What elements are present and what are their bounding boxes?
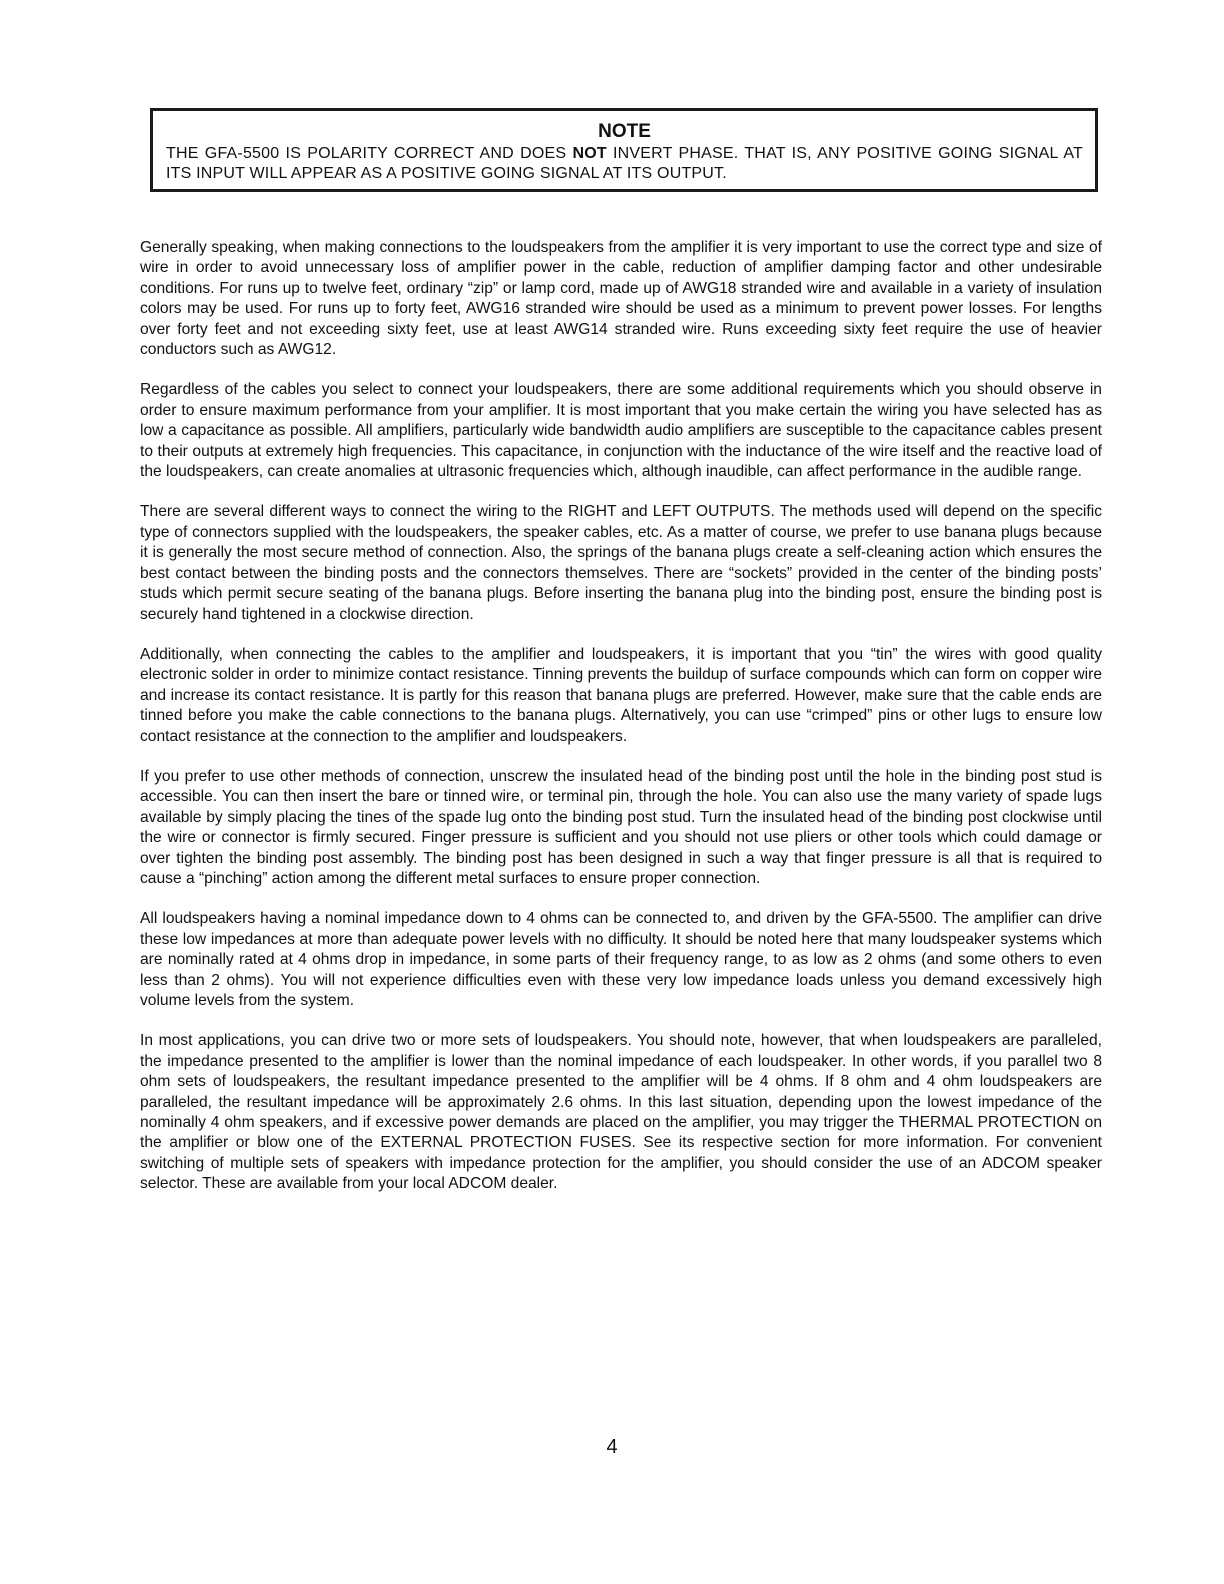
note-text-before: THE GFA-5500 IS POLARITY CORRECT AND DOES [166,145,573,162]
note-text-after: INVERT PHASE. THAT IS, ANY POSITIVE GOING SIGNAL AT ITS INPUT WILL APPEAR AS A POSITIVE GOING SIGNAL AT ITS OUTPUT. [166,145,1083,182]
paragraph-impedance: All loudspeakers having a nominal impedance down to 4 ohms can be connected to, and driven by the GFA-5500. The amplifier can drive these low impedances at more than adequate power levels with no difficulty. It should be noted here that many loudspeaker systems which are nominally rated at 4 ohms drop in impedance, in some parts of their frequency range, to as low as 2 ohms (and some others to even less than 2 ohms). You will not experience difficulties even with these very low impedance loads unless you demand excessively high volume levels from the system. [140,910,1102,1009]
note-title: NOTE [598,121,651,142]
note-text [166,144,1083,184]
note-text-emphasis: NOT [572,145,607,162]
paragraph-wire-gauge: Generally speaking, when making connections to the loudspeakers from the amplifier it is very important to use the correct type and size of wire in order to avoid unnecessary loss of amplifier power in the cable, reduction of amplifier damping factor and other undesirable conditions. For runs up to twelve feet, ordinary “zip” or lamp cord, made up of AWG18 stranded wire and available in a variety of insulation colors may be used. For runs up to forty feet, AWG16 stranded wire should be used as a minimum to prevent power losses. For lengths over forty feet and not exceeding sixty feet, use at least AWG14 stranded wire. Runs exceeding sixty feet require the use of heavier conductors such as AWG12. [140,239,1102,359]
paragraph-binding-post: If you prefer to use other methods of connection, unscrew the insulated head of the binding post until the hole in the binding post stud is accessible. You can then insert the bare or tinned wire, or terminal pin, through the hole. You can also use the many variety of spade lugs available by simply placing the tines of the spade lug onto the binding post stud. Turn the insulated head of the binding post clockwise until the wire or connector is firmly secured. Finger pressure is sufficient and you should not use pliers or other tools which could damage or over tighten the binding post assembly. The binding post has been designed in such a way that finger pressure is all that is required to cause a “pinching” action among the different metal surfaces to ensure proper connection. [140,767,1102,887]
page-number: 4 [606,1436,618,1458]
paragraph-parallel-speakers: In most applications, you can drive two or more sets of loudspeakers. You should note, however, that when loudspeakers are paralleled, the impedance presented to the amplifier is lower than the nominal impedance of each loudspeaker. In other words, if you parallel two 8 ohm sets of loudspeakers, the resultant impedance presented to the amplifier will be 4 ohms. If 8 ohm and 4 ohm loudspeakers are paralleled, the resultant impedance will be approximately 2.6 ohms. In this last situation, depending upon the lowest impedance of the nominally 4 ohm speakers, and if excessive power demands are placed on the amplifier, you may trigger the THERMAL PROTECTION on the amplifier or blow one of the EXTERNAL PROTECTION FUSES. See its respective section for more information. For convenient switching of multiple sets of speakers with impedance protection for the amplifier, you should consider the use of an ADCOM speaker selector. These are available from your local ADCOM dealer. [140,1032,1102,1193]
paragraph-banana-plugs: There are several different ways to connect the wiring to the RIGHT and LEFT OUTPUTS. The methods used will depend on the specific type of connectors supplied with the loudspeakers, the speaker cables, etc. As a matter of course, we prefer to use banana plugs because it is generally the most secure method of connection. Also, the springs of the banana plugs create a self-cleaning action which ensures the best contact between the binding posts and the connectors themselves. There are “sockets” provided in the center of the binding posts’ studs which permit secure seating of the banana plugs. Before inserting the banana plug into the binding post, ensure the binding post is securely hand tightened in a clockwise direction. [140,503,1102,623]
body-text [140,238,1102,1215]
paragraph-tinning: Additionally, when connecting the cables to the amplifier and loudspeakers, it is important that you “tin” the wires with good quality electronic solder in order to minimize contact resistance. Tinning prevents the buildup of surface compounds which can form on copper wire and increase its contact resistance. It is partly for this reason that banana plugs are preferred. However, make sure that the cable ends are tinned before you make the cable connections to the banana plugs. Alternatively, you can use “crimped” pins or other lugs to ensure low contact resistance at the connection to the amplifier and loudspeakers. [140,645,1102,745]
note-box [150,108,1098,192]
paragraph-capacitance: Regardless of the cables you select to connect your loudspeakers, there are some additional requirements which you should observe in order to ensure maximum performance from your amplifier. It is most important that you make certain the wiring you have selected has as low a capacitance as possible. All amplifiers, particularly wide bandwidth audio amplifiers are susceptible to the capacitance cables present to their outputs at extremely high frequencies. This capacitance, in conjunction with the inductance of the wire itself and the reactive load of the loudspeakers, can create anomalies at ultrasonic frequencies which, although inaudible, can affect performance in the audible range. [140,381,1102,481]
